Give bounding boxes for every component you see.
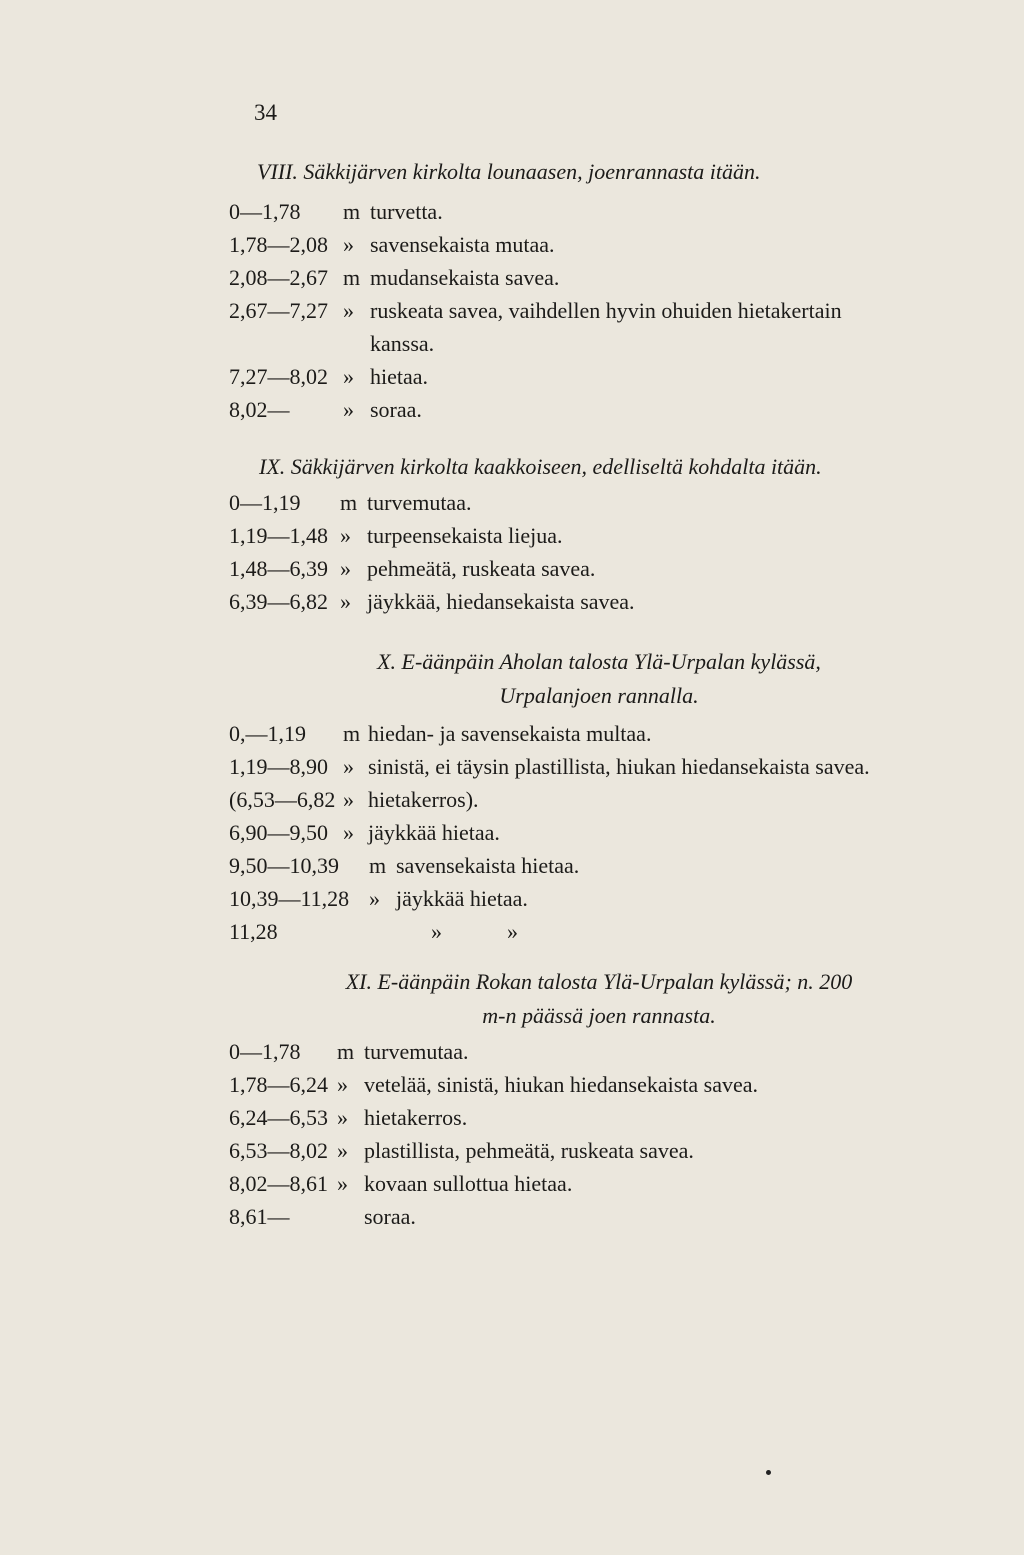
depth-range: 6,39—6,82 bbox=[229, 589, 328, 614]
description: pehmeätä, ruskeata savea. bbox=[367, 556, 596, 581]
section-heading: IX. Säkkijärven kirkolta kaakkoiseen, edelliseltä kohdalta itään. bbox=[259, 454, 822, 479]
table-row bbox=[229, 1068, 969, 1101]
description: » bbox=[507, 919, 518, 944]
unit: m bbox=[343, 265, 361, 290]
table-row bbox=[229, 195, 969, 228]
description: savensekaista mutaa. bbox=[370, 232, 555, 257]
unit: » bbox=[340, 523, 351, 548]
description: ruskeata savea, vaihdellen hyvin ohuiden hietakertain bbox=[370, 298, 842, 323]
depth-range: 7,27—8,02 bbox=[229, 364, 328, 389]
depth-range: 1,19—1,48 bbox=[229, 523, 328, 548]
table-row bbox=[229, 228, 969, 261]
unit: » bbox=[337, 1105, 348, 1130]
depth-range: 6,90—9,50 bbox=[229, 820, 328, 845]
table-row bbox=[229, 552, 969, 585]
unit: » bbox=[337, 1138, 348, 1163]
description: jäykkää hietaa. bbox=[368, 820, 500, 845]
table-row bbox=[229, 750, 969, 783]
section-xi bbox=[229, 965, 969, 1233]
section-heading: XI. E-äänpäin Rokan talosta Ylä-Urpalan kylässä; n. 200 bbox=[345, 969, 853, 994]
table-row bbox=[229, 717, 969, 750]
table-row bbox=[229, 486, 969, 519]
depth-range: 1,78—2,08 bbox=[229, 232, 328, 257]
section-heading: X. E-äänpäin Aholan talosta Ylä-Urpalan kylässä, bbox=[377, 649, 821, 674]
section-ix bbox=[229, 450, 969, 618]
section-heading-line2: m-n päässä joen rannasta. bbox=[482, 1003, 716, 1028]
ink-speck bbox=[766, 1470, 771, 1475]
description: kanssa. bbox=[370, 331, 435, 356]
table-row bbox=[229, 816, 969, 849]
depth-range: 1,19—8,90 bbox=[229, 754, 328, 779]
table-row bbox=[229, 1101, 969, 1134]
depth-range: 0,—1,19 bbox=[229, 721, 306, 746]
description: turvemutaa. bbox=[364, 1039, 469, 1064]
depth-range: 8,02—8,61 bbox=[229, 1171, 328, 1196]
unit: » bbox=[431, 919, 442, 944]
table-row bbox=[229, 261, 969, 294]
section-x bbox=[229, 645, 969, 948]
unit: » bbox=[343, 754, 354, 779]
table-row bbox=[229, 915, 969, 948]
table-row bbox=[229, 849, 969, 882]
unit: m bbox=[369, 853, 387, 878]
depth-range: 11,28 bbox=[229, 919, 278, 944]
depth-range: 6,24—6,53 bbox=[229, 1105, 328, 1130]
depth-range: 1,78—6,24 bbox=[229, 1072, 328, 1097]
section-viii bbox=[229, 155, 969, 426]
unit: » bbox=[343, 820, 354, 845]
description: jäykkää hietaa. bbox=[396, 886, 528, 911]
table-row bbox=[229, 783, 969, 816]
description: mudansekaista savea. bbox=[370, 265, 560, 290]
unit: » bbox=[343, 298, 354, 323]
unit: » bbox=[340, 556, 351, 581]
unit: m bbox=[337, 1039, 355, 1064]
table-row bbox=[229, 294, 969, 327]
depth-range: 2,67—7,27 bbox=[229, 298, 328, 323]
depth-range: 8,61— bbox=[229, 1204, 290, 1229]
depth-range: 9,50—10,39 bbox=[229, 853, 339, 878]
description: turvetta. bbox=[370, 199, 443, 224]
table-row-continuation bbox=[229, 327, 969, 360]
unit: » bbox=[340, 589, 351, 614]
table-row bbox=[229, 585, 969, 618]
unit: m bbox=[340, 490, 358, 515]
description: plastillista, pehmeätä, ruskeata savea. bbox=[364, 1138, 694, 1163]
depth-range: 2,08—2,67 bbox=[229, 265, 328, 290]
description: turvemutaa. bbox=[367, 490, 472, 515]
section-heading: VIII. Säkkijärven kirkolta lounaasen, joenrannasta itään. bbox=[257, 159, 761, 184]
table-row bbox=[229, 360, 969, 393]
section-heading-line2: Urpalanjoen rannalla. bbox=[499, 683, 699, 708]
description: hietakerros). bbox=[368, 787, 479, 812]
description: sinistä, ei täysin plastillista, hiukan hiedansekaista savea. bbox=[368, 754, 870, 779]
depth-range: (6,53—6,82 bbox=[229, 787, 336, 812]
unit: m bbox=[343, 199, 361, 224]
unit: » bbox=[337, 1072, 348, 1097]
description: jäykkää, hiedansekaista savea. bbox=[367, 589, 635, 614]
depth-range: 10,39—11,28 bbox=[229, 886, 350, 911]
table-row bbox=[229, 1134, 969, 1167]
table-row bbox=[229, 393, 969, 426]
table-row bbox=[229, 882, 969, 915]
description: kovaan sullottua hietaa. bbox=[364, 1171, 573, 1196]
table-row bbox=[229, 1167, 969, 1200]
description: vetelää, sinistä, hiukan hiedansekaista savea. bbox=[364, 1072, 759, 1097]
unit: » bbox=[343, 787, 354, 812]
description: hietaa. bbox=[370, 364, 429, 389]
description: soraa. bbox=[364, 1204, 416, 1229]
depth-range: 8,02— bbox=[229, 397, 290, 422]
unit: » bbox=[369, 886, 380, 911]
table-row bbox=[229, 1035, 969, 1068]
depth-range: 1,48—6,39 bbox=[229, 556, 328, 581]
description: savensekaista hietaa. bbox=[396, 853, 580, 878]
unit: » bbox=[343, 232, 354, 257]
unit: » bbox=[343, 397, 354, 422]
description: soraa. bbox=[370, 397, 422, 422]
description: turpeensekaista liejua. bbox=[367, 523, 563, 548]
table-row bbox=[229, 519, 969, 552]
depth-range: 0—1,78 bbox=[229, 199, 301, 224]
description: hietakerros. bbox=[364, 1105, 468, 1130]
unit: m bbox=[343, 721, 361, 746]
table-row bbox=[229, 1200, 969, 1233]
depth-range: 0—1,78 bbox=[229, 1039, 301, 1064]
unit: » bbox=[337, 1171, 348, 1196]
description: hiedan- ja savensekaista multaa. bbox=[368, 721, 652, 746]
depth-range: 0—1,19 bbox=[229, 490, 301, 515]
page-number: 34 bbox=[254, 100, 277, 125]
depth-range: 6,53—8,02 bbox=[229, 1138, 328, 1163]
unit: » bbox=[343, 364, 354, 389]
